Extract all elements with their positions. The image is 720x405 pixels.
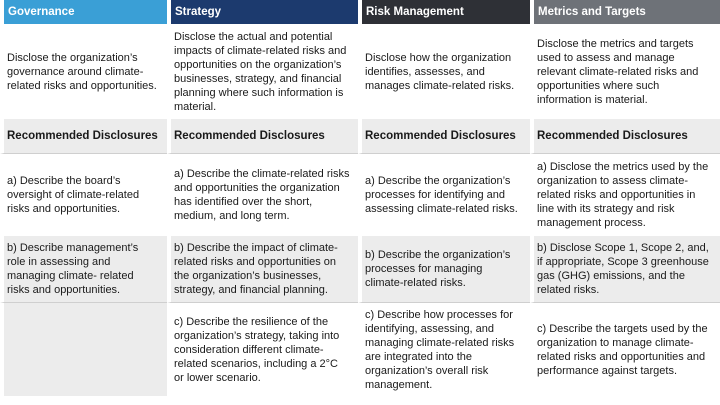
disclosure-c-risk-management: c) Describe how processes for identifying, assessing, and managing climate-related risks are integrated into the organization’s overall risk management.	[358, 302, 530, 396]
disclosure-a-strategy: a) Describe the climate-related risks and opportunities the organization has identified over the short, medium, and long term.	[167, 153, 358, 236]
header-metrics-targets: Metrics and Targets	[530, 0, 720, 24]
header-strategy: Strategy	[167, 0, 358, 24]
disclosure-a-governance: a) Describe the board’s oversight of climate-related risks and opportunities.	[0, 153, 167, 236]
disclosure-b-risk-management: b) Describe the organization’s processes for managing climate-related risks.	[358, 236, 530, 302]
disclosure-b-strategy: b) Describe the impact of climate-related risks and opportunities on the organization’s businesses, strategy, and financial planning.	[167, 236, 358, 302]
intro-metrics-targets: Disclose the metrics and targets used to assess and manage relevant climate-related risks and opportunities where such information is material.	[530, 24, 720, 119]
recommended-strategy: Recommended Disclosures	[167, 119, 358, 153]
recommended-risk-management: Recommended Disclosures	[358, 119, 530, 153]
header-risk-management: Risk Management	[358, 0, 530, 24]
disclosure-b-governance: b) Describe management’s role in assessing and managing climate- related risks and opportunities.	[0, 236, 167, 302]
intro-risk-management: Disclose how the organization identifies, assesses, and manages climate-related risks.	[358, 24, 530, 119]
intro-strategy: Disclose the actual and potential impacts of climate-related risks and opportunities on the organization’s businesses, strategy, and financial planning where such information is material.	[167, 24, 358, 119]
disclosure-c-strategy: c) Describe the resilience of the organization’s strategy, taking into consideration different climate-related scenarios, including a 2°C or lower scenario.	[167, 302, 358, 396]
recommended-governance: Recommended Disclosures	[0, 119, 167, 153]
disclosure-b-metrics-targets: b) Disclose Scope 1, Scope 2, and, if appropriate, Scope 3 greenhouse gas (GHG) emissions, and the related risks.	[530, 236, 720, 302]
header-governance: Governance	[0, 0, 167, 24]
disclosure-a-risk-management: a) Describe the organization’s processes for identifying and assessing climate-related risks.	[358, 153, 530, 236]
disclosure-a-metrics-targets: a) Disclose the metrics used by the organization to assess climate-related risks and opportunities in line with its strategy and risk management process.	[530, 153, 720, 236]
intro-governance: Disclose the organization’s governance around climate-related risks and opportunities.	[0, 24, 167, 119]
disclosure-c-metrics-targets: c) Describe the targets used by the organization to manage climate-related risks and opportunities and performance against targets.	[530, 302, 720, 396]
recommended-metrics-targets: Recommended Disclosures	[530, 119, 720, 153]
disclosure-c-governance-empty	[0, 302, 167, 396]
